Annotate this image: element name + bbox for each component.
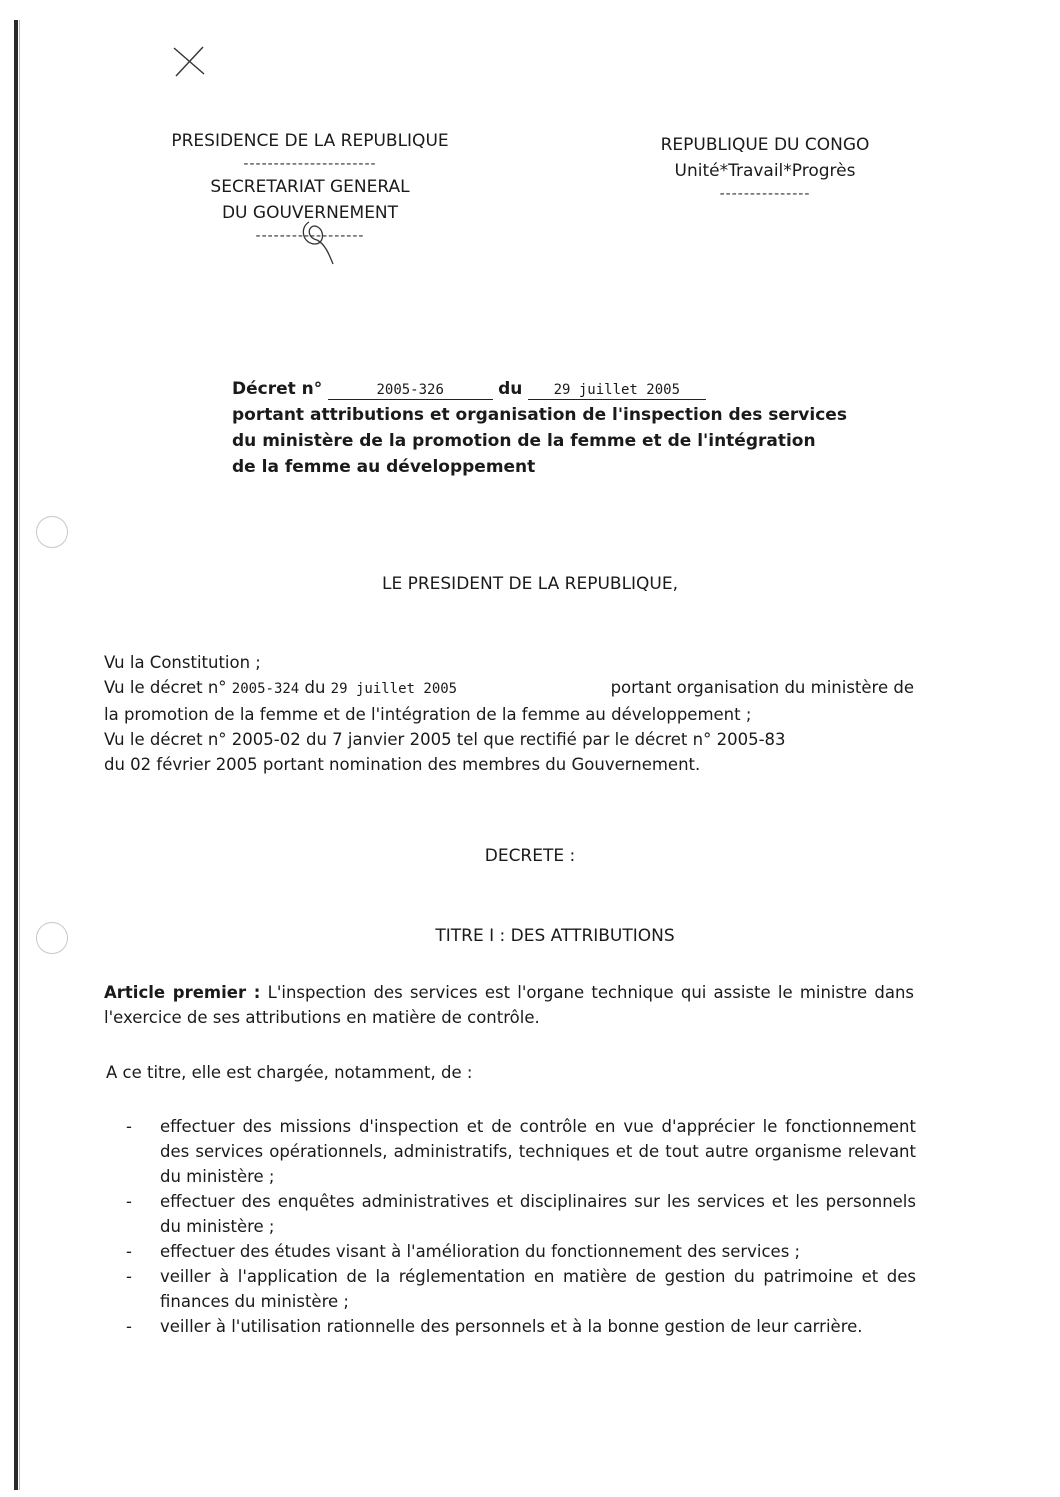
decree-title-line: portant attributions et organisation de l'inspection des services <box>232 405 847 425</box>
decree-title-line: du ministère de la promotion de la femme et de l'intégration <box>232 431 816 451</box>
visa-government-decree: Vu le décret n° 2005-02 du 7 janvier 2005 tel que rectifié par le décret n° 2005-83 <box>104 730 786 749</box>
decree-title-line: de la femme au développement <box>232 457 536 477</box>
header-right-line1: REPUBLIQUE DU CONGO <box>660 135 870 155</box>
list-item-text: effectuer des études visant à l'amélioration du fonctionnement des services ; <box>160 1242 801 1261</box>
list-item <box>126 1264 916 1314</box>
decree-prefix: Décret n° <box>232 379 323 399</box>
header-left-line2: SECRETARIAT GENERAL <box>210 177 410 197</box>
bullet-marker: - <box>126 1192 132 1211</box>
bullet-marker: - <box>126 1117 132 1136</box>
titre-heading: TITRE I : DES ATTRIBUTIONS <box>435 926 675 946</box>
bullet-marker: - <box>126 1317 132 1336</box>
bullet-marker: - <box>126 1267 132 1286</box>
visas-block <box>104 650 914 777</box>
bullet-marker: - <box>126 1242 132 1261</box>
header-right-separator: --------------- <box>719 186 811 202</box>
visa-government-decree: du 02 février 2005 portant nomination des membres du Gouvernement. <box>104 755 701 774</box>
decree-du: du <box>498 379 523 399</box>
article-intro: A ce titre, elle est chargée, notamment, de : <box>106 1063 473 1082</box>
list-item-text: effectuer des missions d'inspection et de contrôle en vue d'apprécier le fonctionnement des services opérationnels, administratifs, techniques et de tout autre organisme relevant du ministère ; <box>160 1117 916 1186</box>
decree-title-block <box>232 376 872 480</box>
list-item <box>126 1239 916 1264</box>
scan-edge-line <box>19 20 20 1490</box>
header-left-line3: DU GOUVERNEMENT <box>221 203 399 223</box>
decrete-heading: DECRETE : <box>484 846 576 866</box>
visa-decree-text: portant organisation du ministère de <box>610 678 914 697</box>
list-item <box>126 1314 916 1339</box>
visa-decree-text: la promotion de la femme et de l'intégration de la femme au développement ; <box>104 705 752 724</box>
list-item <box>126 1189 916 1239</box>
list-item-text: veiller à l'application de la réglementation en matière de gestion du patrimoine et des finances du ministère ; <box>160 1267 916 1311</box>
header-right <box>620 132 910 204</box>
handwritten-x-mark <box>170 44 208 78</box>
list-item-text: veiller à l'utilisation rationnelle des personnels et à la bonne gestion de leur carrière. <box>160 1317 863 1336</box>
visa-decree-du: du <box>304 678 326 697</box>
visa-decree-prefix: Vu le décret n° <box>104 678 227 697</box>
visa-constitution: Vu la Constitution ; <box>104 653 261 672</box>
decree-date: 29 juillet 2005 <box>528 381 706 400</box>
punch-hole-icon <box>36 516 68 548</box>
attributions-list <box>126 1114 916 1339</box>
decree-number: 2005-326 <box>328 381 493 400</box>
visa-decree-number: 2005-324 <box>231 681 300 697</box>
header-left-separator: ---------------------- <box>243 156 377 172</box>
header-left-line1: PRESIDENCE DE LA REPUBLIQUE <box>171 131 449 151</box>
visa-decree-date: 29 juillet 2005 <box>330 681 458 697</box>
header-left-separator: ------------------ <box>255 228 365 244</box>
article-text: L'inspection des services est l'organe technique qui assiste le ministre dans l'exercice de ses attributions en matière de contrôle. <box>104 983 914 1027</box>
president-heading: LE PRESIDENT DE LA REPUBLIQUE, <box>381 574 679 594</box>
list-item <box>126 1114 916 1189</box>
article-premier <box>104 980 914 1030</box>
article-label: Article premier : <box>104 983 261 1002</box>
handwritten-initial-mark <box>295 214 343 266</box>
list-item-text: effectuer des enquêtes administratives et disciplinaires sur les services et les personnels du ministère ; <box>160 1192 916 1236</box>
header-right-motto: Unité*Travail*Progrès <box>674 161 856 181</box>
scan-edge-shadow <box>14 20 18 1490</box>
